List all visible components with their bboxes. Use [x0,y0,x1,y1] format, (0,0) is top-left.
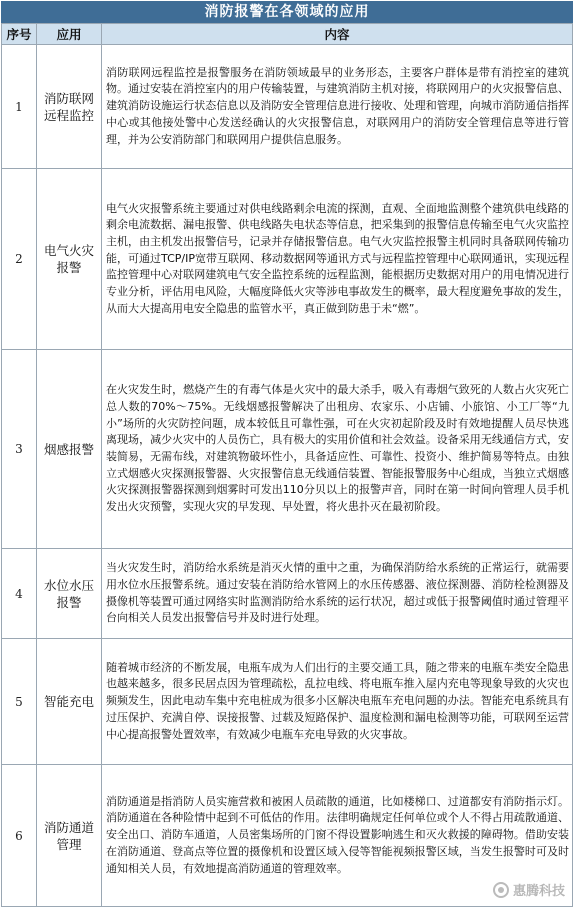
row-no: 5 [2,639,37,765]
row-content: 当火灾发生时，消防给水系统是消灭火情的重中之重，为确保消防给水系统的正常运行，就需要用水位水压报警系统。通过安装在消防给水管网上的水压传感器、液位探测器、消防栓检测器及摄像机等装置可通过网络实时监测消防给水系统的运行状况，超过或低于报警阈值时通过管理平台向相关人员发出报警信号并及时进行处理。 [102,549,573,639]
row-app: 智能充电 [37,639,102,765]
table-row [2,169,573,350]
row-app: 消防联网远程监控 [37,45,102,169]
row-no: 3 [2,350,37,549]
row-app: 水位水压报警 [37,549,102,639]
row-content: 电气火灾报警系统主要通过对供电线路剩余电流的探测，直观、全面地监测整个建筑供电线路的剩余电流数据、漏电报警、供电线路失电状态等信息，把采集到的报警信息传输至电气火灾监控主机，由主机发出报警信号，记录并存储报警信息。电气火灾监控报警主机同时具备联网传输功能，可通过TCP/IP宽带互联网、移动数据网等通讯方式与远程监控管理中心联网通讯，实现远程监控管理中心对联网建筑电气安全监控系统的远程监测，能根据历史数据对用户的用电情况进行专业分析，评估用电风险，大幅度降低火灾等涉电事故发生的概率，最大程度避免事故的发生，从而大大提高用电安全隐患的监管水平，真正做到防患于未“燃”。 [102,169,573,350]
watermark-text: 惠腾科技 [512,884,565,899]
header-row [2,24,573,45]
row-no: 4 [2,549,37,639]
row-app: 电气火灾报警 [37,169,102,350]
row-content: 随着城市经济的不断发展，电瓶车成为人们出行的主要交通工具，随之带来的电瓶车类安全隐患也越来越多，很多民居点因为管理疏松，乱拉电线、将电瓶车推入屋内充电等现象导致的火灾也频频发生，因此电动车集中充电桩成为很多小区解决电瓶车充电问题的办法。智能充电系统具有过压保护、充满自停、误接报警、过载及短路保护、温度检测和漏电检测等功能，可联网至运营中心提高报警处置效率，有效减少电瓶车充电导致的火灾事故。 [102,639,573,765]
row-no: 6 [2,765,37,907]
row-app: 烟感报警 [37,350,102,549]
application-table-sheet [1,1,573,907]
row-app: 消防通道管理 [37,765,102,907]
row-content: 消防联网远程监控是报警服务在消防领域最早的业务形态，主要客户群体是带有消控室的建筑物。通过安装在消控室内的用户传输装置，与建筑消防主机对接，将联网用户的火灾报警信息、建筑消防设施运行状态信息以及消防安全管理信息进行接收、处理和管理，向城市消防通信指挥中心或其他接处警中心发送经确认的火灾报警信息，对联网用户的消防安全管理信息等进行管理，并为公安消防部门和联网用户提供信息服务。 [102,45,573,169]
row-content: 消防通道是指消防人员实施营救和被困人员疏散的通道，比如楼梯口、过道都安有消防指示灯。消防通道在各种险情中起到不可低估的作用。法律明确规定任何单位或个人不得占用疏散通道、安全出口、消防车通道，人员密集场所的门窗不得设置影响逃生和灭火救援的障碍物。借助安装在消防通道、登高点等位置的摄像机和设置区域入侵等智能视频报警区域，当发生报警时可及时通知相关人员，有效地提高消防通道的管理效率。 [102,765,573,907]
row-no: 1 [2,45,37,169]
application-table [1,23,573,907]
table-row [2,350,573,549]
row-content: 在火灾发生时，燃烧产生的有毒气体是火灾中的最大杀手，吸入有毒烟气致死的人数占火灾死亡总人数的70%～75%。无线烟感报警解决了出租房、农家乐、小店铺、小旅馆、小工厂等“九小”场所的火灾防控问题，成本较低且可靠性强，可在火灾初起阶段及时有效地提醒人员尽快逃离现场，减少火灾中的人员伤亡，具有极大的实用价值和社会效益。设备采用无线通信方式，安装简易，无需布线，对建筑物破坏性小，具备适应性、可靠性、投资小、维护简易等特点。由独立式烟感火灾探测报警器、火灾报警信息无线通信装置、智能报警服务中心组成，当独立式烟感火灾探测报警器探测到烟雾时可发出110分贝以上的报警声音，同时在第一时间向管理人员手机发出火灾预警，实现火灾的早发现、早处置，将火患扑灭在最初阶段。 [102,350,573,549]
table-row [2,765,573,907]
row-no: 2 [2,169,37,350]
table-title: 消防报警在各领域的应用 [1,1,573,23]
header-app: 应用 [37,24,102,45]
table-row [2,639,573,765]
header-no: 序号 [2,24,37,45]
header-content: 内容 [102,24,573,45]
table-row [2,549,573,639]
table-row [2,45,573,169]
